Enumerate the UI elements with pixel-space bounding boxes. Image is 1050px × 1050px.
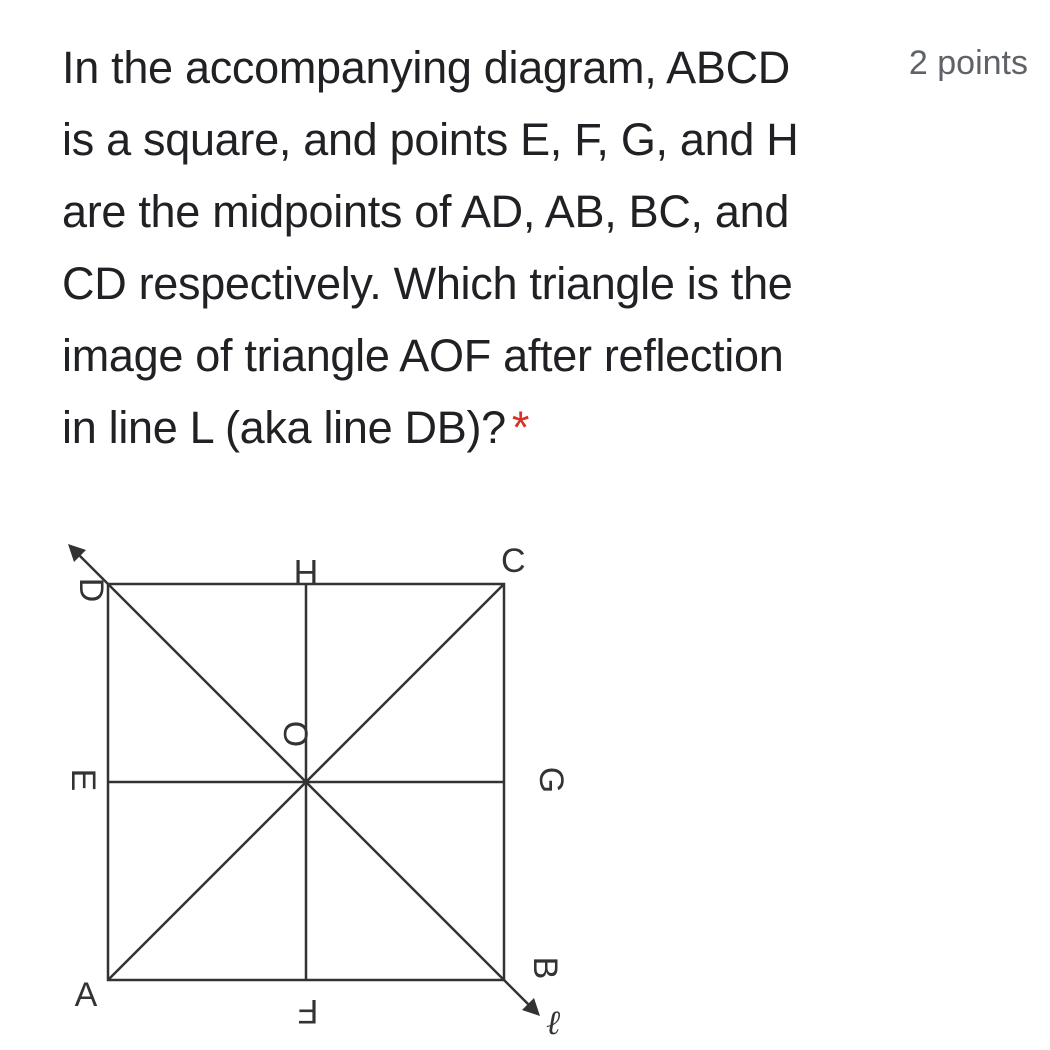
question-title bbox=[62, 32, 892, 464]
label-d: D bbox=[72, 577, 110, 603]
label-f: F bbox=[297, 992, 319, 1030]
label-c: C bbox=[501, 542, 526, 580]
question-title-line-4: CD respectively. Which triangle is the bbox=[62, 258, 793, 309]
question-title-line-2: is a square, and points E, F, G, and H bbox=[62, 114, 799, 165]
points-label: 2 points bbox=[908, 44, 1028, 82]
question-title-line-1: In the accompanying diagram, ABCD bbox=[62, 42, 790, 93]
question-title-line-3: are the midpoints of AD, AB, BC, and bbox=[62, 186, 790, 237]
label-e: E bbox=[64, 768, 102, 792]
label-a: A bbox=[74, 976, 98, 1014]
square-diagram bbox=[0, 520, 640, 1050]
label-o: O bbox=[276, 720, 314, 748]
label-line-l: ℓ bbox=[546, 1003, 561, 1043]
question-title-line-5: image of triangle AOF after reflection bbox=[62, 330, 784, 381]
question-title-line-6-text: in line L (aka line DB)? bbox=[62, 402, 506, 453]
label-b: B bbox=[526, 956, 564, 980]
label-h: H bbox=[293, 552, 319, 590]
question-title-line-6 bbox=[62, 392, 892, 464]
label-g: G bbox=[532, 766, 570, 794]
required-asterisk: * bbox=[511, 402, 530, 453]
